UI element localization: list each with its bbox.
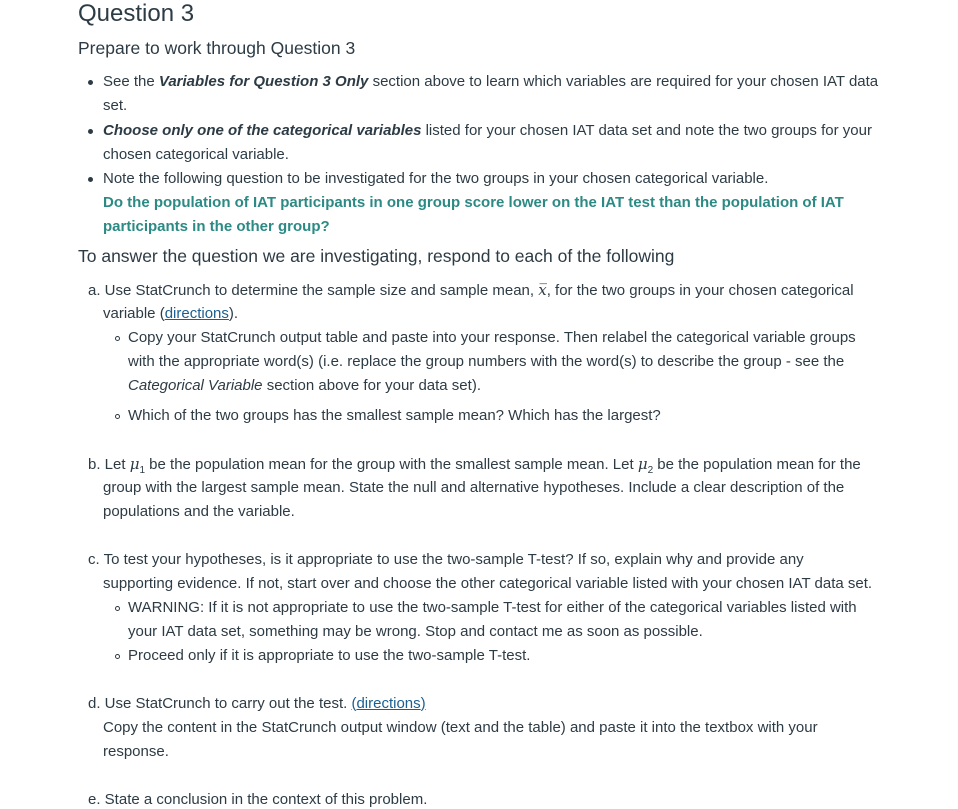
part-a-text: variable ( xyxy=(103,305,165,322)
xbar-symbol: x̅ xyxy=(538,281,547,299)
bullet-categorical-line2: chosen categorical variable. xyxy=(103,146,289,163)
part-c-proceed: Proceed only if it is appropriate to use the two-sample T-test. xyxy=(128,647,531,664)
mu1-subscript: 1 xyxy=(139,465,146,476)
page-title: Question 3 xyxy=(78,0,195,27)
bullet-text: section above to learn which variables are required for your chosen IAT data xyxy=(368,73,879,90)
mu1-symbol: μ xyxy=(129,455,140,473)
categorical-variable-italic: Categorical Variable xyxy=(128,377,263,394)
part-a-line2 xyxy=(103,305,238,322)
mu2-subscript: 2 xyxy=(647,465,654,476)
part-c-warning-line1: WARNING: If it is not appropriate to use the two-sample T-test for either of the categorical variables listed with xyxy=(128,599,857,616)
bullet-marker xyxy=(88,177,93,182)
mu2-symbol: μ xyxy=(637,455,648,473)
sub-bullet-marker xyxy=(115,414,120,419)
directions-link-a[interactable]: directions xyxy=(164,305,229,322)
part-a-text: ). xyxy=(228,305,239,322)
part-b-text: b. Let xyxy=(88,456,130,473)
part-a-text: , for the two groups in your chosen categorical xyxy=(546,282,854,299)
part-d-line3: response. xyxy=(103,743,169,760)
link-paren: ( xyxy=(351,695,357,712)
part-b-text: be the population mean for the xyxy=(653,456,861,473)
part-b-line3: populations and the variable. xyxy=(103,503,295,520)
sub-bullet-marker xyxy=(115,606,120,611)
part-d-line1 xyxy=(88,695,426,712)
part-a-sub1-line2: with the appropriate word(s) (i.e. replace the group numbers with the word(s) to describe the group - see the xyxy=(128,353,845,370)
bullet-marker xyxy=(88,80,93,85)
part-c-warning-line2: your IAT data set, something may be wrong. Stop and contact me as soon as possible. xyxy=(128,623,703,640)
variables-section-emphasis: Variables for Question 3 Only xyxy=(158,73,369,90)
sub-bullet-marker xyxy=(115,654,120,659)
part-d-line2: Copy the content in the StatCrunch output window (text and the table) and paste it into the textbox with your xyxy=(103,719,818,736)
part-a-text: a. Use StatCrunch to determine the sample size and sample mean, xyxy=(88,282,539,299)
research-question-line1: Do the population of IAT participants in one group score lower on the IAT test than the population of IAT xyxy=(103,194,844,211)
research-question-line2: participants in the other group? xyxy=(103,218,330,235)
categorical-emphasis: Choose only one of the categorical variables xyxy=(103,122,422,139)
part-d-text: d. Use StatCrunch to carry out the test. xyxy=(88,695,352,712)
answer-intro: To answer the question we are investigating, respond to each of the following xyxy=(78,246,675,266)
bullet-variables-line2: set. xyxy=(103,97,128,114)
part-a-sub1-line1: Copy your StatCrunch output table and paste into your response. Then relabel the categorical variable groups xyxy=(128,329,856,346)
bullet-categorical xyxy=(103,122,872,139)
bullet-marker xyxy=(88,129,93,134)
part-e-line1: e. State a conclusion in the context of this problem. xyxy=(88,791,428,808)
part-c-line2: supporting evidence. If not, start over and choose the other categorical variable listed with your chosen IAT data set. xyxy=(103,575,873,592)
part-a-sub2: Which of the two groups has the smallest sample mean? Which has the largest? xyxy=(128,407,661,424)
bullet-question-note: Note the following question to be investigated for the two groups in your chosen categorical variable. xyxy=(103,170,769,187)
part-a-text: section above for your data set). xyxy=(262,377,481,394)
link-text: directions xyxy=(356,695,421,712)
part-b-text: be the population mean for the group with the smallest sample mean. Let xyxy=(145,456,638,473)
bullet-variables xyxy=(103,73,878,90)
directions-link-d[interactable] xyxy=(351,695,425,712)
part-a-line1 xyxy=(88,281,854,299)
part-b-line2: group with the largest sample mean. State the null and alternative hypotheses. Include a clear description of the xyxy=(103,479,845,496)
part-a-sub1-line3 xyxy=(128,377,481,394)
bullet-text: See the xyxy=(103,73,159,90)
sub-bullet-marker xyxy=(115,336,120,341)
part-b-line1 xyxy=(88,455,861,476)
bullet-text: listed for your chosen IAT data set and note the two groups for your xyxy=(421,122,872,139)
link-paren: ) xyxy=(420,695,426,712)
part-c-line1: c. To test your hypotheses, is it appropriate to use the two-sample T-test? If so, explain why and provide any xyxy=(88,551,804,568)
prepare-subheading: Prepare to work through Question 3 xyxy=(78,38,356,58)
